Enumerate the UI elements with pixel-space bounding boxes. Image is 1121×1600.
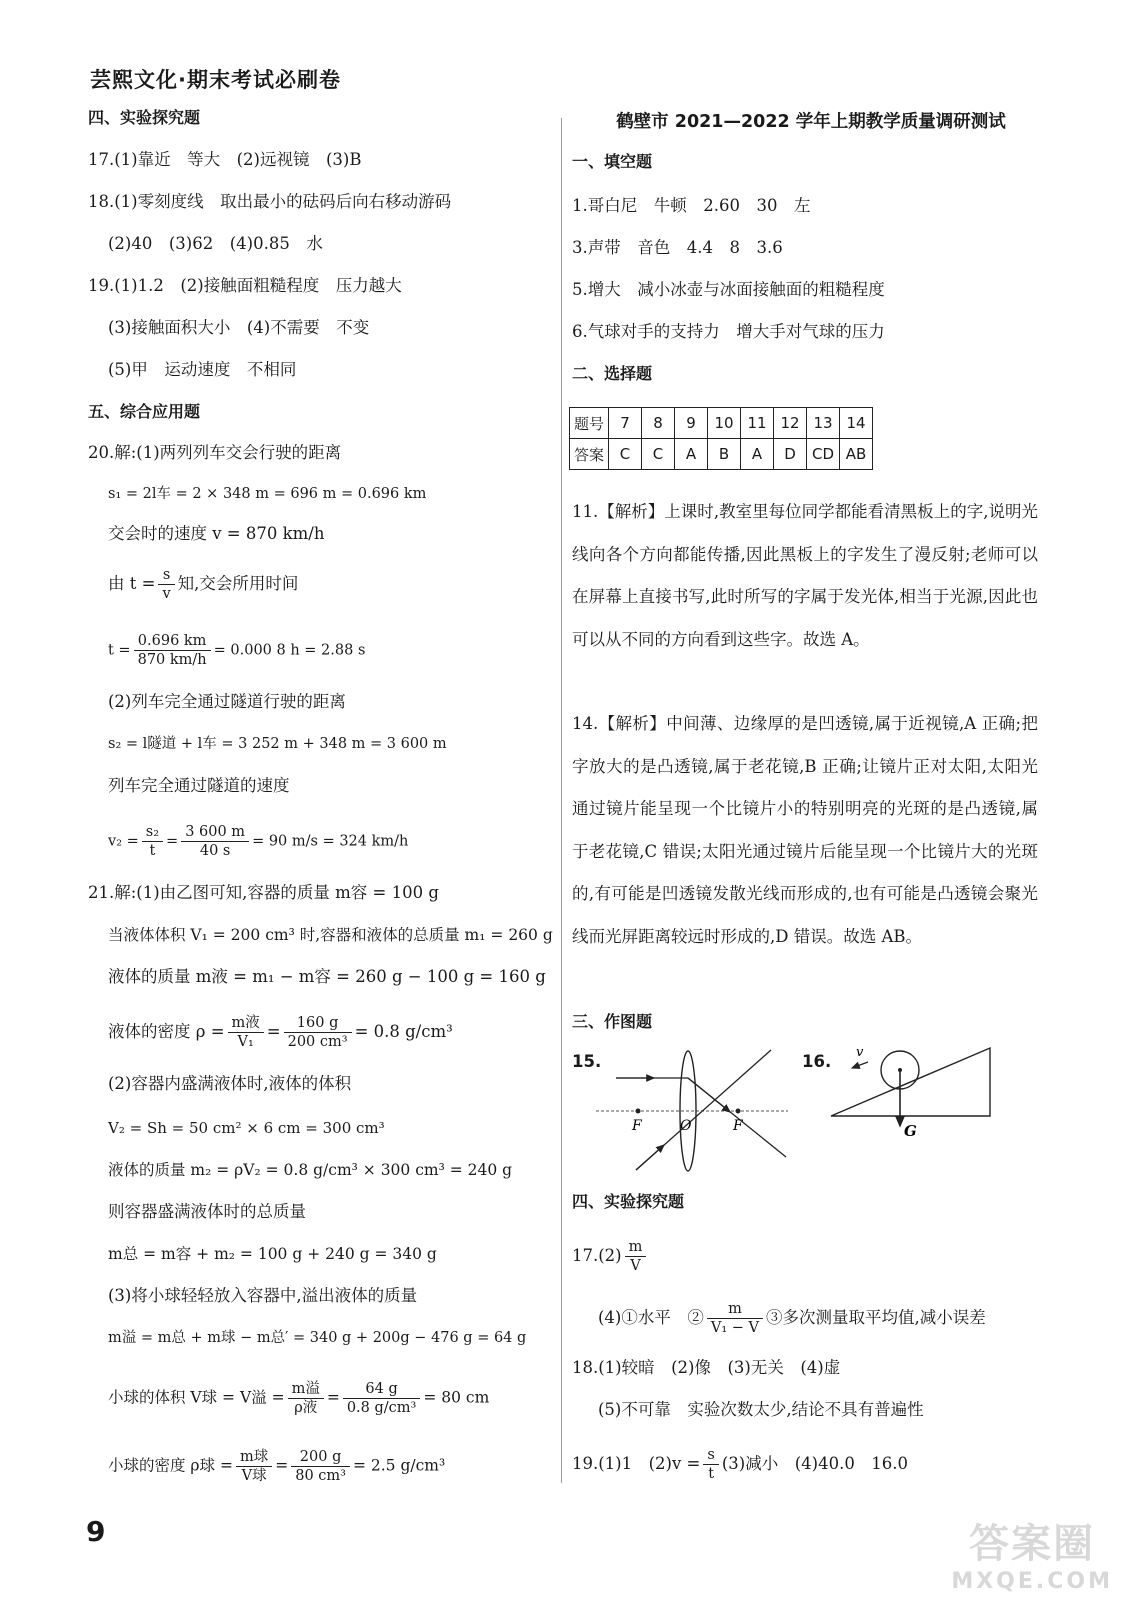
- formula-line: m溢 = m总 + m球 − m总′ = 340 g + 200g − 476 g = 64 g: [108, 1330, 527, 1346]
- answer-line: 6.气球对手的支持力 增大手对气球的压力: [572, 322, 885, 341]
- fraction: [291, 1448, 350, 1485]
- focal-label-left: F: [632, 1118, 642, 1134]
- diagram-label: 15.: [572, 1052, 602, 1071]
- fraction: [707, 1300, 763, 1337]
- section-heading: 五、综合应用题: [88, 402, 201, 421]
- answer-line: 1.哥白尼 牛顿 2.60 30 左: [572, 196, 811, 215]
- formula-line: s₂ = l隧道 + l车 = 3 252 m + 348 m = 3 600 m: [108, 736, 447, 752]
- diagram-label: 16.: [802, 1052, 832, 1071]
- table-cell: A: [675, 439, 708, 470]
- formula-text: = 2.5 g/cm³: [352, 1456, 446, 1475]
- answer-line: 3.声带 音色 4.4 8 3.6: [572, 238, 783, 257]
- fraction-numerator: 160 g: [284, 1014, 352, 1033]
- fraction-numerator: s: [158, 566, 174, 585]
- table-cell: 13: [807, 408, 840, 439]
- formula-line: m总 = m容 + m₂ = 100 g + 240 g = 340 g: [108, 1245, 437, 1263]
- fraction: [703, 1446, 718, 1483]
- fraction-numerator: 3 600 m: [181, 823, 249, 842]
- answer-line: 则容器盛满液体时的总质量: [108, 1202, 306, 1221]
- formula-text: 液体的密度 ρ =: [108, 1022, 225, 1041]
- answer-line: 液体的质量 m液 = m₁ − m容 = 260 g − 100 g = 160 g: [108, 967, 546, 986]
- answer-line: 20.解:(1)两列列车交会行驶的距离: [88, 443, 342, 462]
- formula-text: 19.(1)1 (2)v =: [572, 1454, 701, 1473]
- fraction-numerator: 200 g: [291, 1448, 350, 1467]
- table-cell: B: [708, 439, 741, 470]
- table-cell: CD: [807, 439, 840, 470]
- focal-label-right: F: [733, 1118, 743, 1134]
- answer-line: 交会时的速度 v = 870 km/h: [108, 524, 325, 543]
- table-cell: A: [741, 439, 774, 470]
- section-heading: 四、实验探究题: [88, 108, 201, 127]
- watermark-logo: [951, 1512, 1113, 1594]
- fraction: [228, 1014, 264, 1051]
- formula-text: 17.(2): [572, 1246, 622, 1265]
- incline-ball-diagram: [826, 1040, 996, 1140]
- fraction-denominator: t: [149, 843, 156, 859]
- formula-text: 由 t =: [108, 574, 156, 593]
- section-heading: 二、选择题: [572, 364, 653, 383]
- table-header-cell: 答案: [570, 439, 609, 470]
- fraction: [343, 1380, 421, 1417]
- table-row: [570, 439, 873, 470]
- fraction-denominator: 40 s: [199, 843, 231, 859]
- formula-line: [108, 566, 298, 603]
- fraction-denominator: V球: [241, 1468, 267, 1484]
- answer-line: (2)容器内盛满液体时,液体的体积: [108, 1074, 352, 1093]
- answer-line: 21.解:(1)由乙图可知,容器的质量 m容 = 100 g: [88, 883, 439, 902]
- table-row: [570, 408, 873, 439]
- focal-point-left: [636, 1109, 641, 1114]
- fraction-numerator: 64 g: [343, 1380, 421, 1399]
- exam-title: 鹤壁市 2021—2022 学年上期教学质量调研测试: [616, 112, 1006, 132]
- fraction-denominator: V: [630, 1258, 641, 1274]
- table-cell: C: [609, 439, 642, 470]
- fraction-numerator: s: [703, 1446, 718, 1465]
- formula-text: 小球的体积 V球 = V溢 =: [108, 1388, 285, 1407]
- velocity-arrow: [852, 1062, 868, 1068]
- page-number: 9: [86, 1515, 106, 1548]
- answer-line: 19.(1)1.2 (2)接触面粗糙程度 压力越大: [88, 276, 402, 295]
- ray-arrow: [636, 1145, 664, 1170]
- section-heading: 四、实验探究题: [572, 1192, 685, 1211]
- table-header-cell: 题号: [570, 408, 609, 439]
- answer-line: (3)接触面积大小 (4)不需要 不变: [108, 318, 370, 337]
- page-header-title: 芸熙文化·期末考试必刷卷: [90, 68, 341, 92]
- fraction: [288, 1380, 324, 1417]
- fraction-numerator: m: [707, 1300, 763, 1319]
- answer-line: (2)40 (3)62 (4)0.85 水: [108, 234, 323, 253]
- formula-line: [572, 1446, 908, 1483]
- fraction-denominator: t: [708, 1466, 715, 1482]
- fraction-denominator: ρ液: [294, 1400, 318, 1416]
- fraction-denominator: 80 cm³: [295, 1468, 346, 1484]
- formula-text: v₂ =: [108, 833, 139, 850]
- formula-text: = 0.8 g/cm³: [354, 1022, 453, 1041]
- formula-text: =: [266, 1022, 281, 1041]
- fraction: [625, 1238, 647, 1275]
- fraction: [284, 1014, 352, 1051]
- fraction-numerator: s₂: [142, 823, 163, 842]
- focal-point-right: [736, 1109, 741, 1114]
- velocity-label: v: [856, 1045, 864, 1060]
- formula-text: =: [326, 1388, 340, 1407]
- table-cell: AB: [840, 439, 873, 470]
- table-cell: 8: [642, 408, 675, 439]
- section-heading: 一、填空题: [572, 152, 653, 171]
- answer-line: 18.(1)零刻度线 取出最小的砝码后向右移动游码: [88, 192, 452, 211]
- formula-text: (4)①水平 ②: [598, 1308, 704, 1327]
- answer-line: (5)不可靠 实验次数太少,结论不具有普遍性: [598, 1400, 924, 1419]
- formula-line: [108, 1380, 489, 1417]
- formula-line: [108, 632, 365, 669]
- formula-line: s₁ = 2l车 = 2 × 348 m = 696 m = 0.696 km: [108, 486, 427, 502]
- formula-text: ③多次测量取平均值,减小误差: [766, 1308, 986, 1327]
- gravity-label: G: [904, 1122, 917, 1140]
- table-cell: 10: [708, 408, 741, 439]
- formula-line: [572, 1238, 649, 1275]
- fraction: [134, 632, 211, 669]
- table-cell: 7: [609, 408, 642, 439]
- answer-line: 列车完全通过隧道的速度: [108, 776, 290, 795]
- table-cell: C: [642, 439, 675, 470]
- fraction-numerator: m球: [236, 1448, 272, 1467]
- table-cell: 12: [774, 408, 807, 439]
- answer-line: (3)将小球轻轻放入容器中,溢出液体的质量: [108, 1286, 418, 1305]
- table-cell: 14: [840, 408, 873, 439]
- fraction-numerator: m液: [228, 1014, 264, 1033]
- formula-text: 小球的密度 ρ球 =: [108, 1456, 233, 1475]
- center-label: O: [680, 1118, 692, 1134]
- answer-line: 18.(1)较暗 (2)像 (3)无关 (4)虚: [572, 1358, 841, 1377]
- fraction: [142, 823, 163, 860]
- answer-table: [569, 407, 873, 470]
- watermark-url: MXQE.COM: [951, 1569, 1113, 1594]
- formula-text: t =: [108, 642, 131, 659]
- formula-line: [108, 823, 408, 860]
- answer-line: 5.增大 减小冰壶与冰面接触面的粗糙程度: [572, 280, 885, 299]
- answer-line: (5)甲 运动速度 不相同: [108, 360, 297, 379]
- section-heading: 三、作图题: [572, 1012, 653, 1031]
- fraction-denominator: 870 km/h: [137, 652, 207, 668]
- formula-text: = 90 m/s = 324 km/h: [252, 833, 409, 850]
- fraction-denominator: V₁ − V: [710, 1320, 759, 1336]
- formula-text: = 0.000 8 h = 2.88 s: [213, 642, 366, 659]
- incline-plane: [831, 1048, 990, 1116]
- fraction-denominator: 200 cm³: [287, 1034, 348, 1050]
- answer-line: (2)列车完全通过隧道行驶的距离: [108, 692, 346, 711]
- fraction-denominator: V₁: [237, 1034, 254, 1050]
- ray-arrow: [688, 1078, 730, 1112]
- table-cell: 11: [741, 408, 774, 439]
- fraction-denominator: 0.8 g/cm³: [346, 1400, 417, 1416]
- fraction-denominator: v: [162, 586, 171, 602]
- answer-line: 17.(1)靠近 等大 (2)远视镜 (3)B: [88, 150, 362, 169]
- formula-text: =: [275, 1456, 289, 1475]
- formula-text: (3)减小 (4)40.0 16.0: [721, 1454, 909, 1473]
- formula-line: [598, 1300, 986, 1337]
- fraction-numerator: m: [625, 1238, 647, 1257]
- explanation-paragraph: 11.【解析】上课时,教室里每位同学都能看清黑板上的字,说明光线向各个方向都能传播,因此黑板上的字发生了漫反射;老师可以在屏幕上直接书写,此时所写的字属于发光体,相当于光源,因此也可以从不同的方向看到这些字。故选 A。: [572, 502, 1038, 649]
- formula-line: V₂ = Sh = 50 cm² × 6 cm = 300 cm³: [108, 1119, 385, 1137]
- formula-line: [108, 1448, 445, 1485]
- formula-line: [108, 1014, 453, 1051]
- fraction-numerator: m溢: [288, 1380, 324, 1399]
- watermark-text: 答案圈: [969, 1521, 1096, 1567]
- table-cell: D: [774, 439, 807, 470]
- fraction: [181, 823, 249, 860]
- explanation-paragraph: 14.【解析】中间薄、边缘厚的是凹透镜,属于近视镜,A 正确;把字放大的是凸透镜,属于老花镜,B 正确;让镜片正对太阳,太阳光通过镜片能呈现一个比镜片小的特别明亮的光斑的是凸透镜,属于老花镜,C 错误;太阳光通过镜片后能呈现一个比镜片大的光斑的,有可能是凹透镜发散光线而形成的,也有可能是凸透镜会聚光线而光屏距离较远时形成的,D 错误。故选 AB。: [572, 714, 1038, 946]
- answer-line: 当液体体积 V₁ = 200 cm³ 时,容器和液体的总质量 m₁ = 260 g: [108, 926, 553, 944]
- column-divider: [561, 118, 562, 1483]
- table-cell: 9: [675, 408, 708, 439]
- formula-line: 液体的质量 m₂ = ρV₂ = 0.8 g/cm³ × 300 cm³ = 240 g: [108, 1161, 513, 1179]
- formula-text: = 80 cm: [423, 1388, 490, 1407]
- formula-text: =: [166, 833, 179, 850]
- fraction-numerator: 0.696 km: [134, 632, 211, 651]
- formula-text: 知,交会所用时间: [177, 574, 299, 593]
- lens-ray-diagram: [596, 1044, 796, 1174]
- fraction: [158, 566, 174, 603]
- fraction: [236, 1448, 272, 1485]
